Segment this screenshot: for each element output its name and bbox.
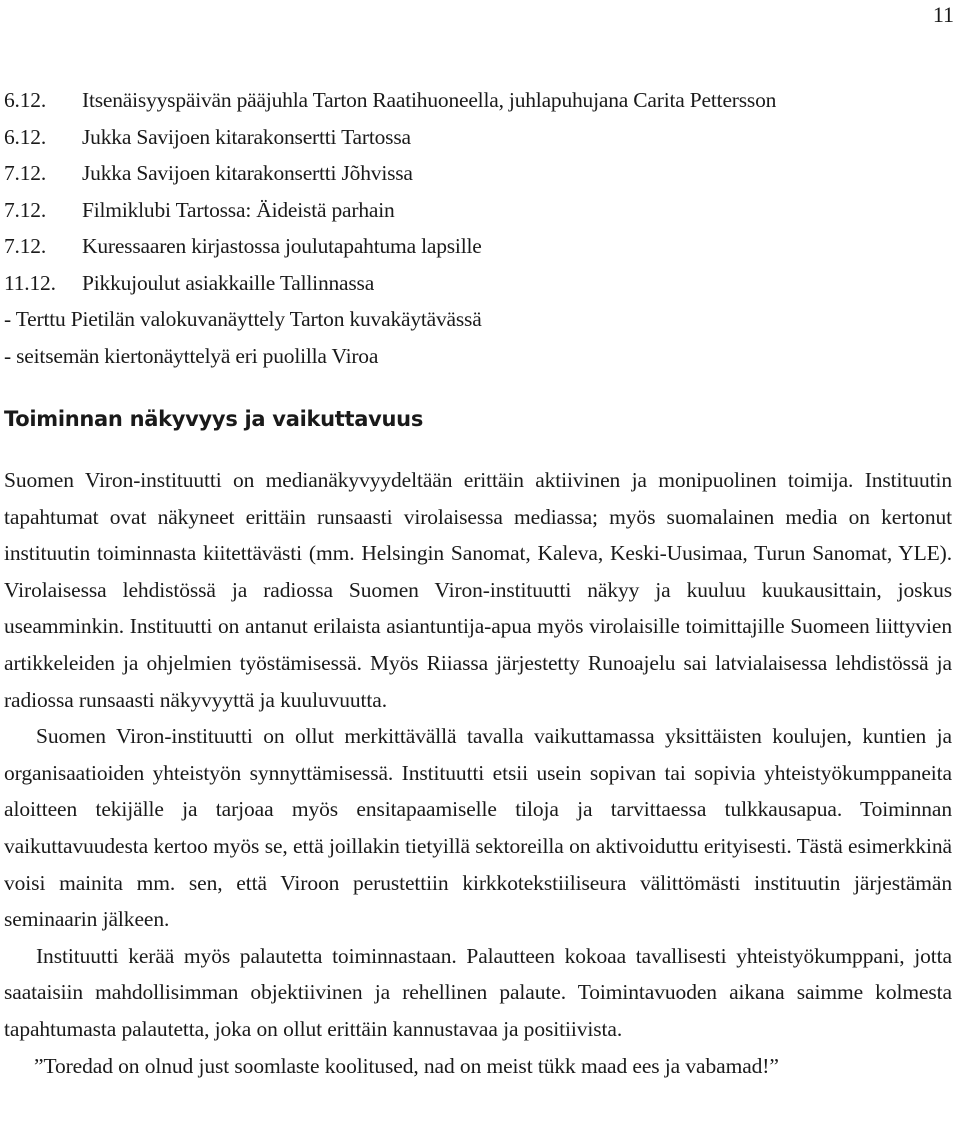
event-date: 7.12. xyxy=(4,234,47,258)
page-number: 11 xyxy=(932,2,954,27)
event-item xyxy=(4,265,954,302)
note-item: - seitsemän kiertonäyttelyä eri puolilla Viroa xyxy=(4,343,379,368)
note-item: - Terttu Pietilän valokuvanäyttely Tarton kuvakäytävässä xyxy=(4,307,482,331)
event-text: Itsenäisyyspäivän pääjuhla Tarton Raatihuoneella, juhlapuhujana Carita Pettersson xyxy=(82,88,777,112)
event-text: Jukka Savijoen kitarakonsertti Jõhvissa xyxy=(82,161,413,185)
body-text xyxy=(4,462,952,1084)
event-item xyxy=(4,119,954,156)
paragraph: Suomen Viron-instituutti on ollut merkittävällä tavalla vaikuttamassa yksittäisten koulujen, kuntien ja organisaatioiden yhteistyön synnyttämisessä. Instituutti etsii usein sopivan tai sopivia yhteistyökumppaneita aloitteen tekijälle ja tarjoaa myös ensitapaamiselle tiloja ja tarvittaessa tulkkausapua. Toiminnan vaikuttavuudesta kertoo myös se, että joillakin tietyillä sektoreilla on aktivoiduttu erityisesti. Tästä esimerkkinä voisi mainita mm. sen, että Viroon perustettiin kirkkotekstiiliseura välittömästi instituutin järjestämän seminaarin jälkeen. xyxy=(4,724,952,932)
event-text: Kuressaaren kirjastossa joulutapahtuma lapsille xyxy=(82,234,482,258)
event-text: Jukka Savijoen kitarakonsertti Tartossa xyxy=(82,124,411,149)
event-list xyxy=(4,82,954,374)
event-date: 11.12. xyxy=(4,270,56,295)
event-text: Filmiklubi Tartossa: Äideistä parhain xyxy=(82,197,395,222)
event-item xyxy=(4,192,954,229)
quote-paragraph: ”Toredad on olnud just soomlaste koolitused, nad on meist tükk maad ees ja vabamad!” xyxy=(34,1053,779,1078)
event-date: 6.12. xyxy=(4,124,47,149)
event-text: Pikkujoulut asiakkaille Tallinnassa xyxy=(82,270,375,295)
event-date: 7.12. xyxy=(4,161,47,185)
event-item xyxy=(4,228,954,265)
section-heading: Toiminnan näkyvyys ja vaikuttavuus xyxy=(4,407,424,431)
event-item xyxy=(4,155,954,192)
event-date: 6.12. xyxy=(4,88,47,112)
event-date: 7.12. xyxy=(4,197,47,222)
event-item xyxy=(4,82,954,119)
paragraph: Instituutti kerää myös palautetta toiminnastaan. Palautteen kokoaa tavallisesti yhteistyökumppani, jotta saataisiin mahdollisimman objektiivinen ja rehellinen palaute. Toimintavuoden aikana saimme kolmesta tapahtumasta palautetta, joka on ollut erittäin kannustavaa ja positiivista. xyxy=(4,943,952,1041)
paragraph: Suomen Viron-instituutti on medianäkyvyydeltään erittäin aktiivinen ja monipuolinen toimija. Instituutin tapahtumat ovat näkyneet erittäin runsaasti virolaisessa mediassa; myös suomalainen media on kertonut instituutin toiminnasta kiitettävästi (mm. Helsingin Sanomat, Kaleva, Keski-Uusimaa, Turun Sanomat, YLE). Virolaisessa lehdistössä ja radiossa Suomen Viron-instituutti näkyy ja kuuluu kuukausittain, joskus useamminkin. Instituutti on antanut erilaista asiantuntija-apua myös virolaisille toimittajille Suomeen liittyvien artikkeleiden ja ohjelmien työstämisessä. Myös Riiassa järjestetty Runoajelu sai latvialaisessa lehdistössä ja radiossa runsaasti näkyvyyttä ja kuuluvuutta. xyxy=(4,468,952,712)
